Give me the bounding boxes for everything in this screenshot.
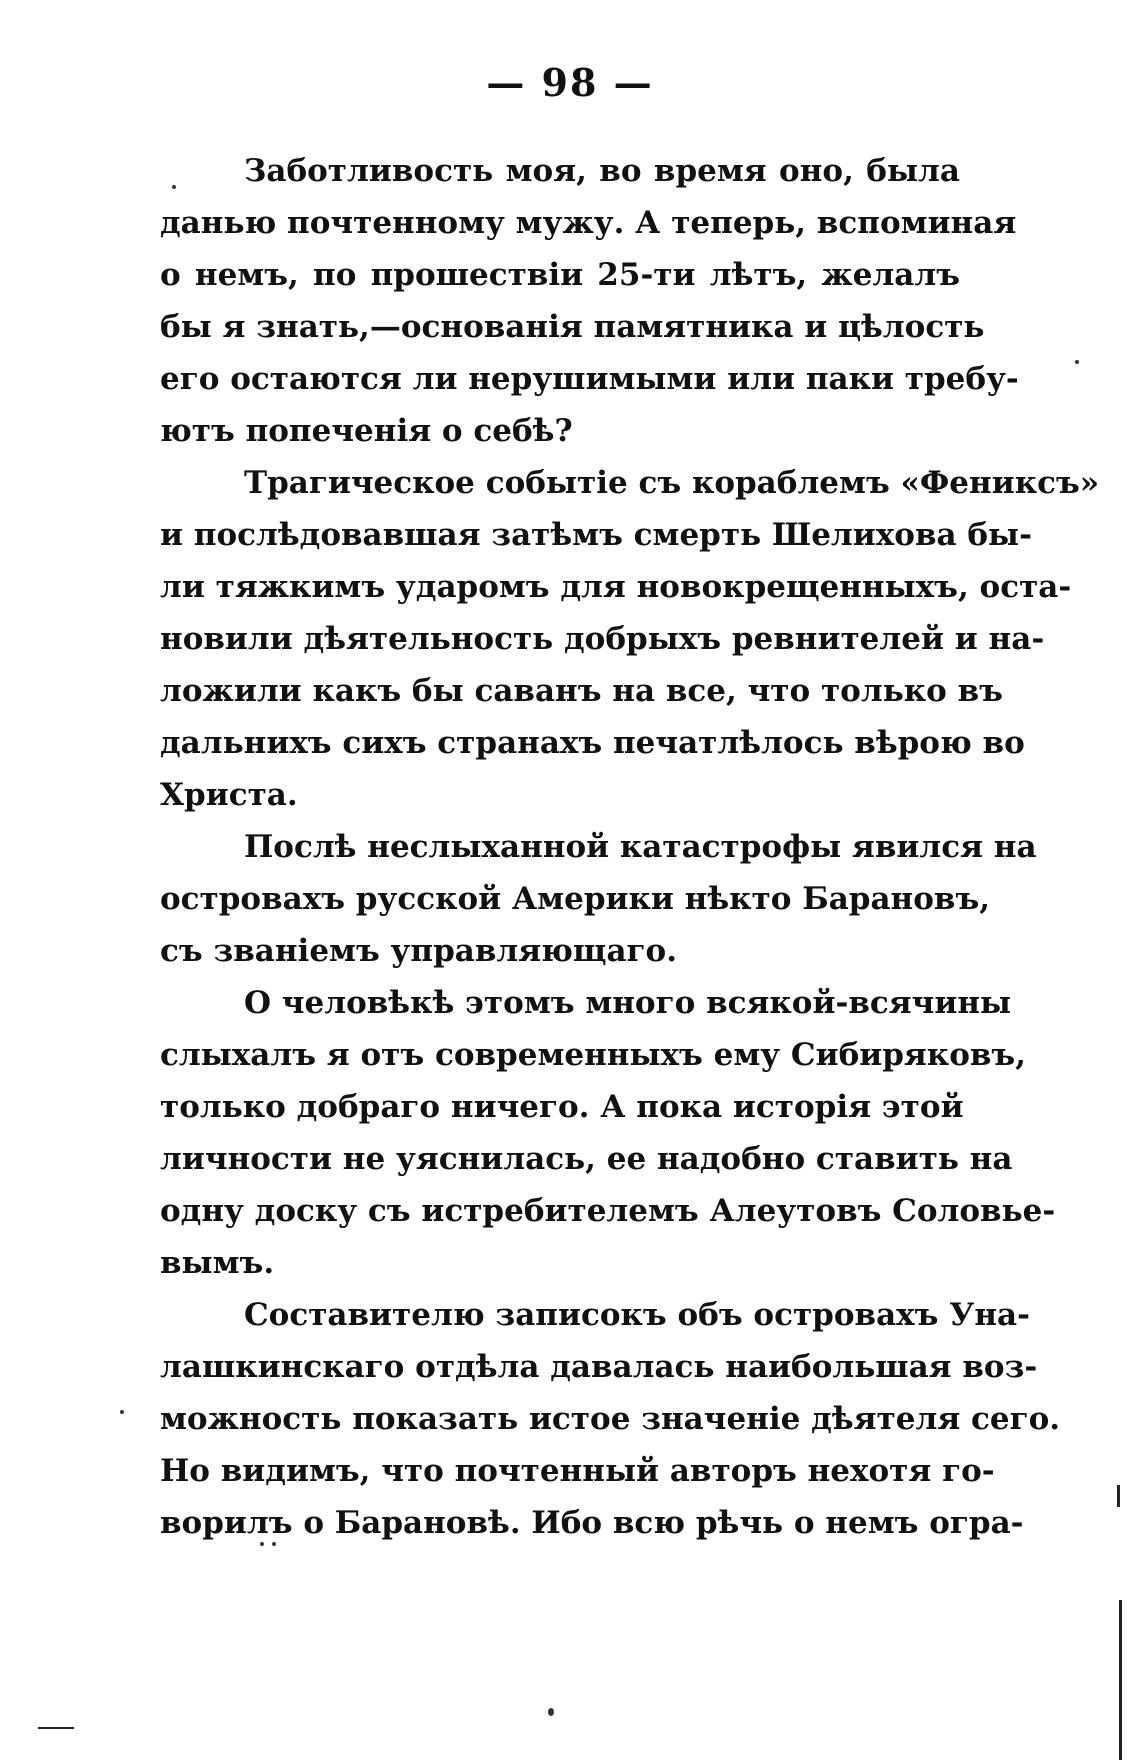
text-line: новили дѣятельность добрыхъ ревнителей и на-: [160, 621, 1045, 657]
text-line: слыхалъ я отъ современныхъ ему Сибиряковъ,: [160, 1037, 1026, 1073]
body-text: [160, 145, 1100, 1549]
text-line: одну доску съ истребителемъ Алеутовъ Соловье-: [160, 1193, 1056, 1229]
text-line: Трагическое событіе съ кораблемъ «Фениксъ»: [244, 465, 1100, 501]
text-line: его остаются ли нерушимыми или паки требу-: [160, 361, 1019, 397]
text-line: ли тяжкимъ ударомъ для новокрещенныхъ, оста-: [160, 569, 1072, 605]
text-line: Но видимъ, что почтенный авторъ нехотя го-: [160, 1453, 995, 1489]
text-line: можность показать истое значеніе дѣятеля сего.: [160, 1401, 1061, 1437]
scan-artifact-dot: [172, 185, 176, 189]
text-line: ворилъ о Барановѣ. Ибо всю рѣчь о немъ огра-: [160, 1505, 1024, 1541]
paragraph-4: [160, 977, 1056, 1289]
text-line: о немъ, по прошествіи 25-ти лѣтъ, желалъ: [160, 257, 960, 293]
text-line: съ званіемъ управляющаго.: [160, 933, 678, 969]
text-line: только добраго ничего. А пока исторія этой: [160, 1089, 964, 1125]
scan-artifact-right-edge: [1119, 1600, 1122, 1760]
text-line: дальнихъ сихъ странахъ печатлѣлось вѣрою во: [160, 725, 1025, 761]
text-line: Заботливость моя, во время оно, была: [244, 153, 960, 189]
scan-artifact-dot: [272, 1542, 276, 1546]
scan-artifact-dot: [260, 1542, 264, 1546]
scan-artifact-dot: [1075, 360, 1079, 364]
text-line: ютъ попеченія о себѣ?: [160, 413, 573, 449]
text-line: бы я знать,—основанія памятника и цѣлость: [160, 309, 985, 345]
text-line: Послѣ неслыханной катастрофы явился на: [244, 829, 1037, 865]
scan-artifact-left-line: [38, 1727, 74, 1729]
page-number: — 98 —: [486, 60, 654, 105]
text-line: Христа.: [160, 777, 298, 813]
text-line: ложили какъ бы саванъ на все, что только въ: [160, 673, 1003, 709]
paragraph-5: [160, 1289, 1061, 1549]
text-line: вымъ.: [160, 1245, 275, 1281]
text-line: Составителю записокъ объ островахъ Уна-: [244, 1297, 1031, 1333]
text-line: данью почтенному мужу. А теперь, вспоминая: [160, 205, 1017, 241]
text-line: островахъ русской Америки нѣкто Барановъ,: [160, 881, 991, 917]
paragraph-2: [160, 457, 1100, 821]
scan-artifact-dot: [548, 1708, 554, 1716]
paragraph-3: [160, 821, 1037, 977]
text-line: лашкинскаго отдѣла давалась наибольшая воз-: [160, 1349, 1038, 1385]
text-line: и послѣдовавшая затѣмъ смерть Шелихова бы-: [160, 517, 1032, 553]
text-line: О человѣкѣ этомъ много всякой-всячины: [244, 985, 1012, 1021]
text-line: личности не уяснилась, ее надобно ставить на: [160, 1141, 1013, 1177]
scan-artifact-dot: [120, 1410, 124, 1414]
paragraph-1: [160, 145, 1019, 457]
scan-artifact-right-tick: [1117, 1485, 1120, 1507]
